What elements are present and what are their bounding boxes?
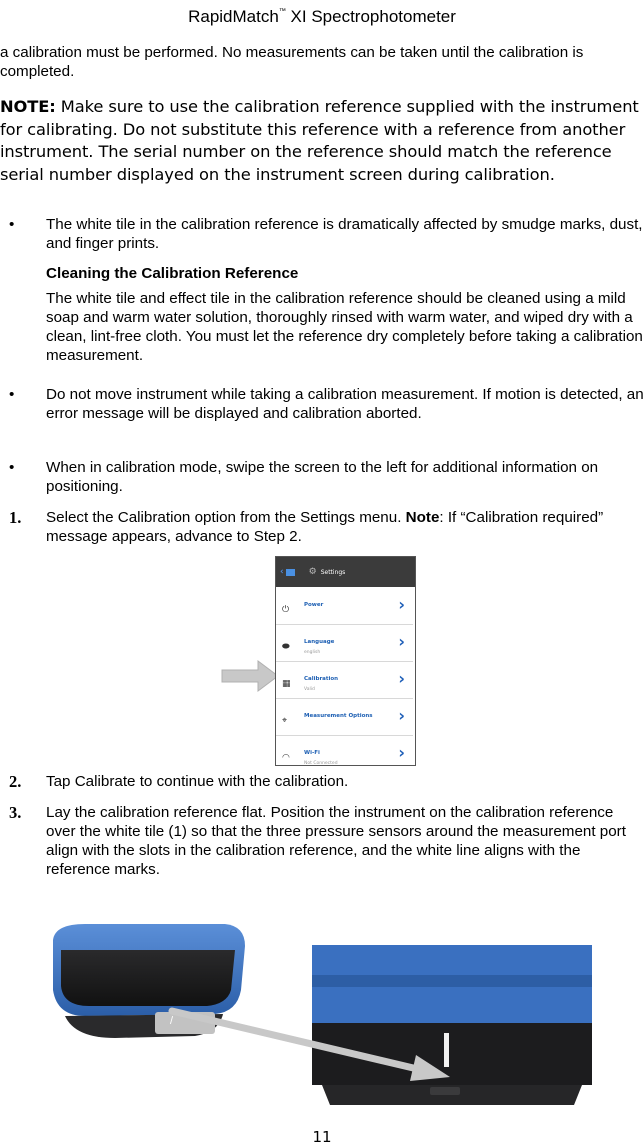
note-label: NOTE: <box>0 97 56 116</box>
closeup-slot <box>430 1087 460 1095</box>
row-title: Measurement Options <box>304 713 373 719</box>
note-text: Make sure to use the calibration reference supplied with the instrument for calibrating. Do not substitute this reference with a reference from another instrument. The serial number on the reference should match the reference serial number displayed on the instrument screen during calibration. <box>0 97 639 184</box>
row-subtitle: Not Connected <box>304 761 338 766</box>
step-number: 2. <box>9 772 22 791</box>
chevron-right-icon: › <box>398 669 405 688</box>
settings-row-language[interactable] <box>276 624 413 662</box>
settings-title: Settings <box>320 568 346 576</box>
settings-title-bar <box>276 557 415 587</box>
pointer-arrow-icon <box>218 658 280 694</box>
row-title: Power <box>304 602 324 608</box>
header-title: RapidMatch <box>188 7 279 26</box>
step-1-text-b: : If “Calibration required” message appears, advance to Step 2. <box>46 509 604 545</box>
device-white-line-label: / <box>170 1015 174 1027</box>
row-title: Language <box>304 639 335 645</box>
bullet-text-motion: Do not move instrument while taking a calibration measurement. If motion is detected, an error message will be displayed and calibration aborted. <box>46 386 644 422</box>
page-header <box>0 2 644 27</box>
row-subtitle: english <box>304 650 321 655</box>
settings-row-power[interactable] <box>276 587 413 625</box>
note-paragraph <box>0 96 644 186</box>
calibration-icon: ▦ <box>282 679 291 689</box>
step-1-note-label: Note <box>405 509 440 526</box>
page-number: 11 <box>312 1128 332 1146</box>
chevron-right-icon: › <box>398 632 405 651</box>
step-2-text: Tap Calibrate to continue with the calibration. <box>46 773 349 790</box>
language-icon: ⬬ <box>282 642 290 652</box>
row-title: Calibration <box>304 676 339 682</box>
wifi-icon: ◠ <box>282 753 290 763</box>
reference-arrow-icon <box>168 1005 458 1085</box>
step-1-text <box>46 508 644 546</box>
bullet-text-smudge: The white tile in the calibration reference is dramatically affected by smudge marks, dust, and finger prints. <box>46 216 643 252</box>
header-title-rest: XI Spectrophotometer <box>285 7 456 26</box>
step-number: 3. <box>9 803 22 822</box>
settings-row-wifi[interactable] <box>276 735 413 766</box>
back-icon: ‹ <box>280 566 284 577</box>
bullet-mark: • <box>9 386 15 403</box>
power-icon: ⏻ <box>282 605 290 615</box>
closeup-blue-stripe <box>312 975 592 987</box>
bullet-mark: • <box>9 459 15 476</box>
bullet-text-swipe: When in calibration mode, swipe the screen to the left for additional information on positioning. <box>46 459 599 495</box>
chevron-right-icon: › <box>398 706 405 725</box>
row-title: Wi-Fi <box>304 750 320 756</box>
cleaning-heading: Cleaning the Calibration Reference <box>46 265 299 282</box>
step-number: 1. <box>9 508 22 527</box>
step-3-text: Lay the calibration reference flat. Position the instrument on the calibration reference over the white tile (1) so that the three pressure sensors around the measurement port align with the slots in the calibration reference, and the white line aligns with the reference marks. <box>46 804 626 878</box>
trademark-mark: ™ <box>278 8 286 15</box>
settings-screenshot <box>275 556 416 766</box>
measurement-icon: ⌖ <box>282 716 288 726</box>
folder-icon <box>286 569 295 576</box>
device-grip <box>61 950 235 1006</box>
step-1-text-a: Select the Calibration option from the Settings menu. <box>46 509 406 526</box>
intro-paragraph: a calibration must be performed. No measurements can be taken until the calibration is completed. <box>0 44 584 80</box>
cleaning-text: The white tile and effect tile in the calibration reference should be cleaned using a mild soap and warm water solution, thoroughly rinsed with warm water, and wiped dry with a clean, lint-free cloth. You must let the reference dry completely before taking a calibration measurement. <box>46 290 643 364</box>
chevron-right-icon: › <box>398 743 405 762</box>
settings-row-measurement-options[interactable] <box>276 698 413 736</box>
bullet-mark: • <box>9 216 15 233</box>
row-subtitle: Valid <box>304 687 315 692</box>
settings-row-calibration[interactable] <box>276 661 413 699</box>
gear-icon: ⚙ <box>308 566 317 577</box>
chevron-right-icon: › <box>398 595 405 614</box>
